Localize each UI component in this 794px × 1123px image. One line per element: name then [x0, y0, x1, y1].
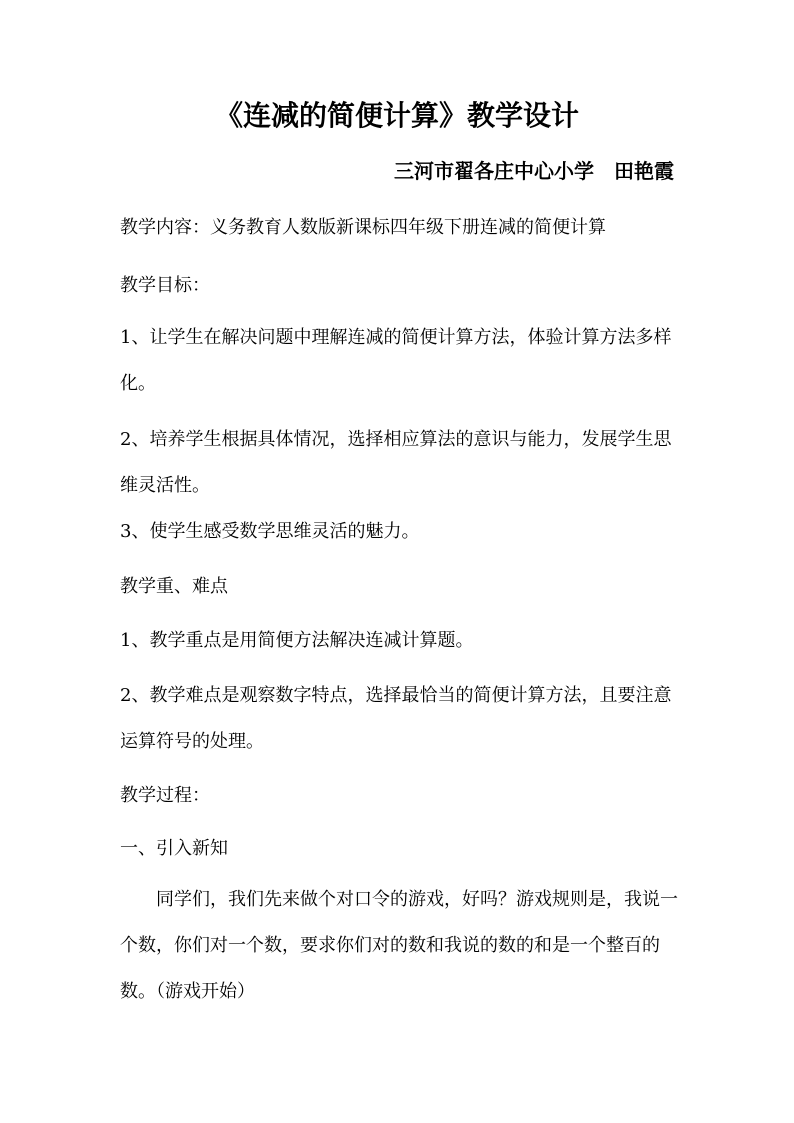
process-heading: 教学过程：	[120, 785, 210, 806]
section-heading-1: 一、引入新知	[120, 838, 228, 859]
body-paragraph: 同学们，我们先来做个对口令的游戏，好吗？游戏规则是，我说一个数，你们对一个数，要求你们对的数和我说的数的和是一个整百的数。（游戏开始）	[120, 889, 678, 1002]
key-point-2: 2、教学难点是观察数字特点，选择最恰当的简便计算方法，且要注意运算符号的处理。	[120, 685, 672, 752]
goal-item-3: 3、使学生感受数学思维灵活的魅力。	[120, 521, 420, 542]
goal-item-2: 2、培养学生根据具体情况，选择相应算法的意识与能力，发展学生思维灵活性。	[120, 429, 672, 496]
key-point-1: 1、教学重点是用简便方法解决连减计算题。	[120, 630, 474, 651]
teaching-content: 教学内容：义务教育人数版新课标四年级下册连减的简便计算	[120, 217, 606, 238]
goal-item-1: 1、让学生在解决问题中理解连减的简便计算方法，体验计算方法多样化。	[120, 327, 672, 394]
teaching-goals-heading: 教学目标：	[120, 275, 210, 296]
document-author: 三河市翟各庄中心小学 田艳霞	[394, 159, 674, 183]
document-title: 《连减的简便计算》教学设计	[214, 99, 579, 132]
key-points-heading: 教学重、难点	[120, 576, 228, 597]
